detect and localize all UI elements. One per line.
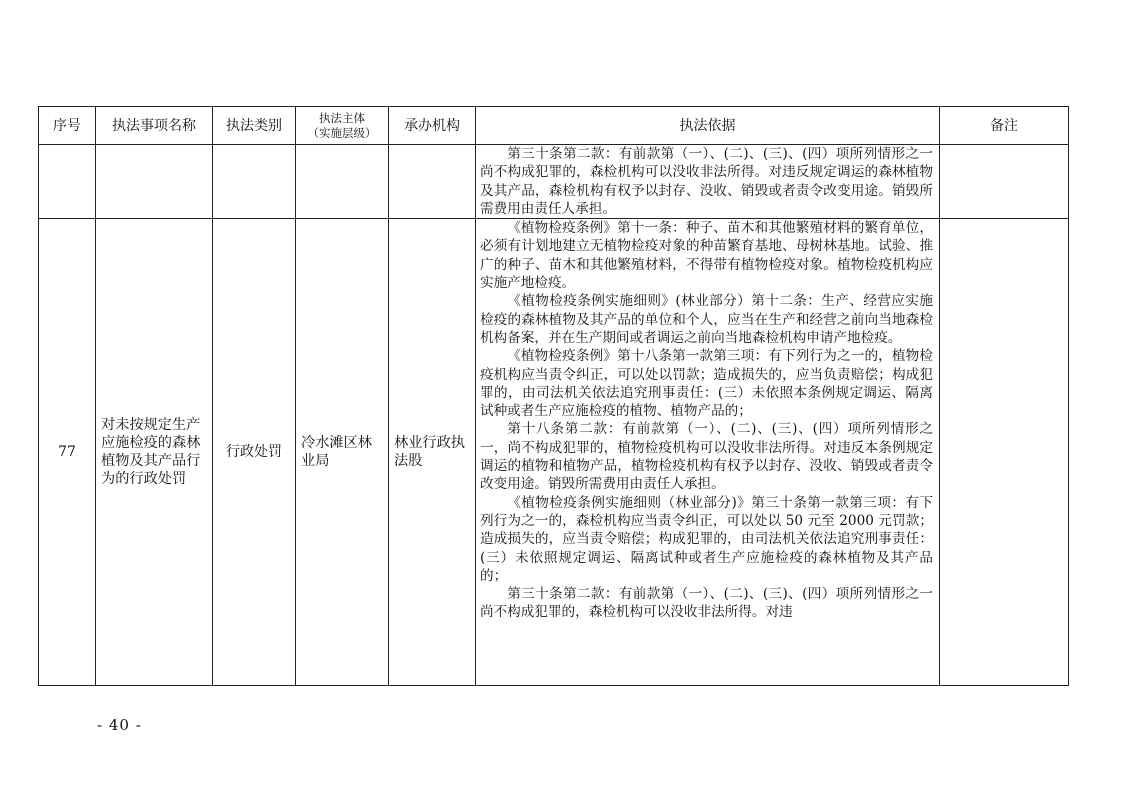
row-dept: 林业行政执法股 [389,219,476,686]
cont-type-cell [213,145,296,219]
cont-no-cell [39,145,96,219]
enforcement-table [38,106,1069,686]
header-subject [296,107,389,145]
cont-basis-paragraph: 第三十条第二款：有前款第（一）、(二)、(三)、(四）项所列情形之一尚不构成犯罪的，森检机构可以没收非法所得。对违反规定调运的森林植物及其产品，森检机构有权予以封存、没收、销毁或者责令改变用途。销毁所需费用由责任人承担。 [480,146,933,217]
header-subject-line2: （实施层级） [307,125,377,140]
row-subject: 冷水滩区林业局 [296,219,389,686]
header-dept: 承办机构 [389,107,476,145]
header-no: 序号 [39,107,96,145]
basis-paragraph: 《植物检疫条例》第十八条第一款第三项：有下列行为之一的，植物检疫机构应当责令纠正，可以处以罚款；造成损失的，应当负责赔偿；构成犯罪的，由司法机关依法追究刑事责任：(三）未依照本条例规定调运、隔离试种或者生产应施检疫的植物、植物产品的； [480,348,933,420]
header-name: 执法事项名称 [96,107,213,145]
basis-paragraph: 《植物检疫条例实施细则（林业部分)》第三十条第一款第三项：有下列行为之一的，森检机构应当责令纠正，可以处以 50 元至 2000 元罚款；造成损失的，应当责令赔偿；构成犯罪的，由司法机关依法追究刑事责任：(三）未依照规定调运、隔离试种或者生产应施检疫的森林植物及其产品的； [480,494,933,584]
basis-paragraph: 《植物检疫条例实施细则》(林业部分）第十二条：生产、经营应实施检疫的森林植物及其产品的单位和个人，应当在生产和经营之前向当地森检机构备案，并在生产期间或者调运之前向当地森检机构申请产地检疫。 [480,293,933,346]
basis-paragraph: 《植物检疫条例》第十一条：种子、苗木和其他繁殖材料的繁育单位，必须有计划地建立无植物检疫对象的种苗繁育基地、母树林基地。试验、推广的种子、苗木和其他繁殖材料，不得带有植物检疫对象。植物检疫机构应实施产地检疫。 [480,220,933,292]
header-subject-line1: 执法主体 [319,110,365,125]
cont-name-cell [96,145,213,219]
table-row-continuation [39,145,1069,219]
row-basis [476,219,940,686]
row-name: 对未按规定生产应施检疫的森林植物及其产品行为的行政处罚 [96,219,213,686]
table-header-row [39,107,1069,145]
header-note: 备注 [940,107,1069,145]
row-type: 行政处罚 [213,219,296,686]
cont-basis-cell [476,145,940,219]
basis-paragraph: 第十八条第二款：有前款第（一）、(二)、(三)、(四）项所列情形之一，尚不构成犯罪的，植物检疫机构可以没收非法所得。对违反本条例规定调运的植物和植物产品，植物检疫机构有权予以封存、没收、销毁或者责令改变用途。销毁所需费用由责任人承担。 [480,421,933,493]
row-no: 77 [39,219,96,686]
header-basis: 执法依据 [476,107,940,145]
table-row-77 [39,219,1069,686]
row-note [940,219,1069,686]
cont-dept-cell [389,145,476,219]
cont-subject-cell [296,145,389,219]
header-type: 执法类别 [213,107,296,145]
basis-paragraph: 第三十条第二款：有前款第（一）、(二)、(三)、(四）项所列情形之一尚不构成犯罪的，森检机构可以没收非法所得。对违 [480,586,933,621]
cont-note-cell [940,145,1069,219]
page-number: - 40 - [97,716,142,734]
